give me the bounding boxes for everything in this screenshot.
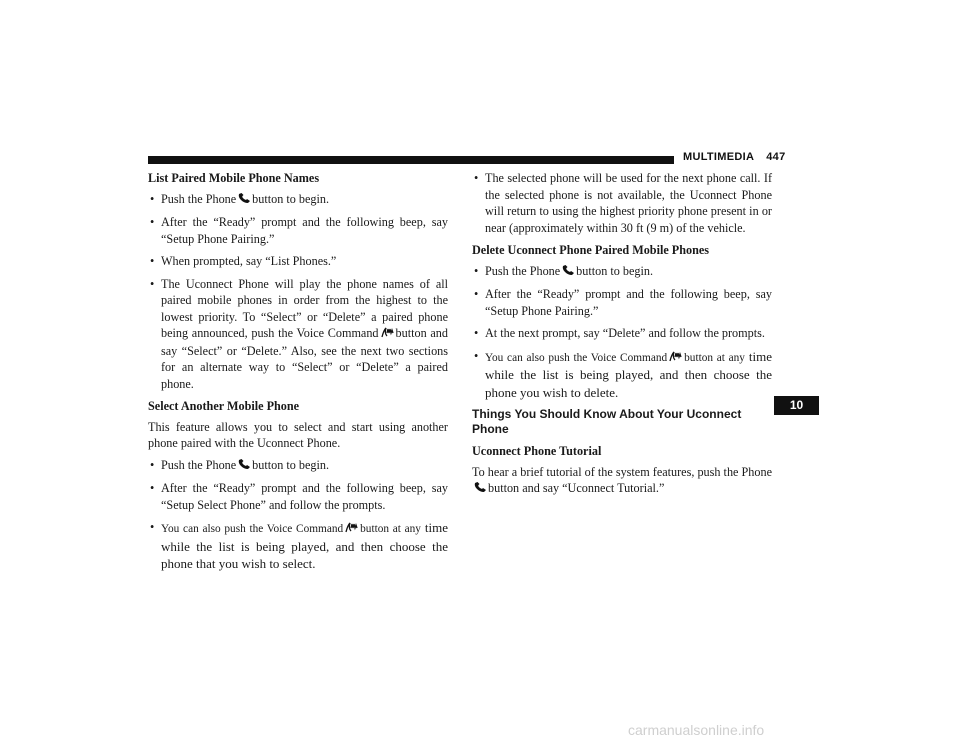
heading-tutorial: Uconnect Phone Tutorial — [472, 444, 602, 458]
voice-command-icon — [669, 350, 683, 367]
page-number: 447 — [766, 151, 786, 163]
selected-note-list — [472, 170, 772, 236]
voice-command-icon — [381, 326, 395, 343]
list-item: • After the “Ready” prompt and the following beep, say “Setup Phone Pairing.” — [474, 287, 772, 318]
list-item: • After the “Ready” prompt and the following beep, say “Setup Phone Pairing.” — [150, 215, 448, 246]
list-item: • After the “Ready” prompt and the following beep, say “Setup Select Phone” and follow the prompts. — [150, 481, 448, 512]
right-column — [472, 170, 772, 503]
phone-icon — [238, 192, 251, 209]
list-item: • Push the Phone button to begin. — [472, 263, 772, 281]
header-rule — [148, 156, 674, 164]
watermark: carmanualsonline.info — [628, 722, 765, 738]
list-paired-steps — [148, 191, 448, 393]
voice-command-icon — [345, 521, 359, 538]
list-item: • When prompted, say “List Phones.” — [150, 254, 337, 268]
list-item: • You can also push the Voice Command button at any time while the list is being played, and then choose the phone that you wish to select. — [150, 520, 449, 571]
heading-delete-paired: Delete Uconnect Phone Paired Mobile Phones — [472, 243, 710, 257]
list-item: • You can also push the Voice Command button at any time while the list is being played, and then choose the phone you wish to delete. — [474, 348, 773, 400]
phone-icon — [474, 481, 487, 498]
list-item: • Push the Phone button to begin. — [148, 457, 448, 475]
tutorial-text: To hear a brief tutorial of the system features, push the Phonebutton and say “Uconnect Tutorial.” — [472, 464, 772, 498]
left-column — [148, 170, 448, 579]
section-title: MULTIMEDIA — [683, 151, 755, 163]
select-intro: This feature allows you to select and start using another phone paired with the Uconnect Phone. — [148, 419, 448, 450]
heading-things-to-know: Things You Should Know About Your Uconnect Phone — [472, 407, 742, 436]
chapter-tab: 10 — [774, 396, 819, 415]
heading-list-paired: List Paired Mobile Phone Names — [148, 171, 320, 185]
list-item: • The Uconnect Phone will play the phone names of all paired mobile phones in order from the highest to the lowest priority. To “Select” or “Delete” a paired phone being announced, push the Voice Command button and say “Select” or “Delete.” Also, see the next two sections for an alternate way to “Select” or “Delete” a paired phone. — [150, 276, 448, 391]
phone-icon — [562, 264, 575, 281]
heading-select-another: Select Another Mobile Phone — [148, 399, 300, 413]
list-item: • The selected phone will be used for the next phone call. If the selected phone is not available, the Uconnect Phone will return to using the highest priority phone present in or near (approximately within 30 ft (9 m) of the vehicle. — [474, 171, 772, 235]
select-steps — [148, 457, 448, 573]
delete-steps — [472, 263, 772, 402]
list-item: • At the next prompt, say “Delete” and follow the prompts. — [474, 326, 765, 340]
running-header — [683, 151, 786, 163]
list-item: • Push the Phone button to begin. — [148, 191, 448, 209]
phone-icon — [238, 458, 251, 475]
